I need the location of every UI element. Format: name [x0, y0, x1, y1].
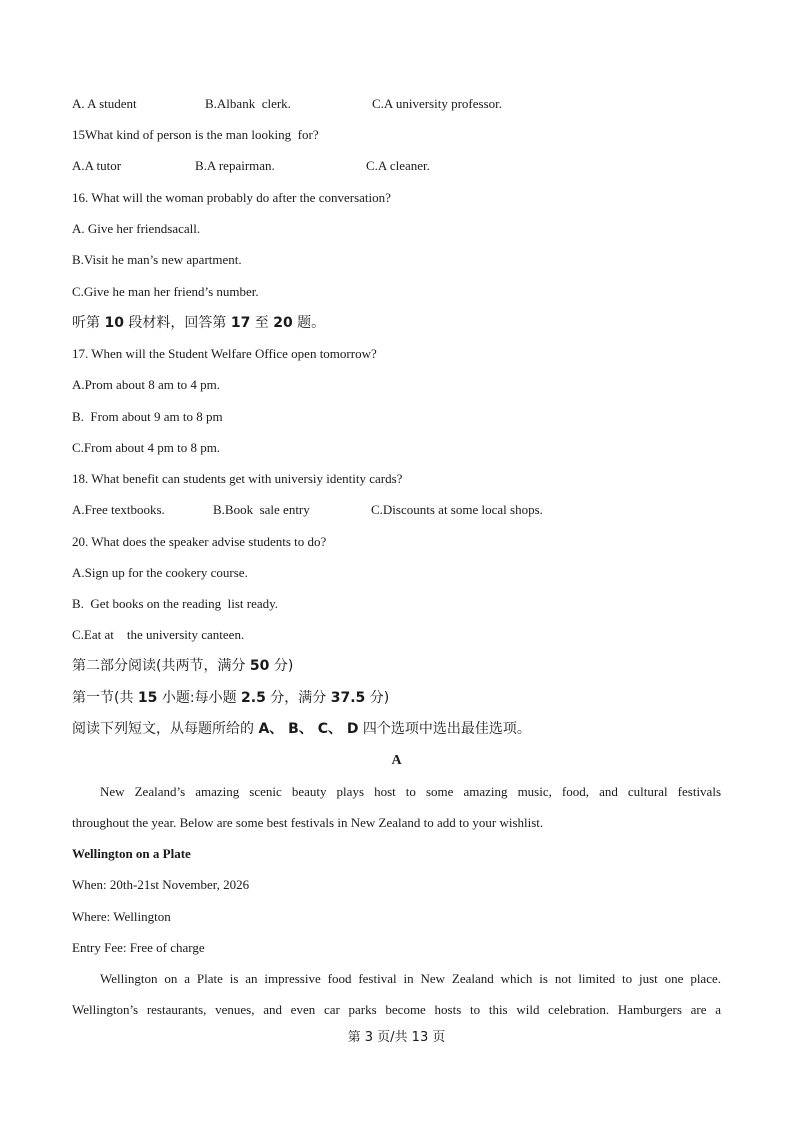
- option-b: B.A repairman.: [195, 158, 275, 173]
- option-c: C.A cleaner.: [366, 158, 430, 173]
- question-17-option-c: C.From about 4 pm to 8 pm.: [72, 440, 221, 455]
- passage-label: A: [391, 753, 402, 768]
- question-17-option-b: B. From about 9 am to 8 pm: [72, 409, 223, 424]
- question-16-option-c: C.Give he man her friend’s number.: [72, 284, 259, 299]
- question-20-option-a: A.Sign up for the cookery course.: [72, 565, 248, 580]
- instruction-text: 四个选项中选出最佳选项。: [358, 721, 531, 737]
- heading-text: 听第: [72, 315, 105, 331]
- heading-number: 20: [273, 315, 293, 331]
- festival-where: Where: Wellington: [72, 909, 171, 924]
- heading-text: 题。: [292, 315, 326, 331]
- heading-number: 17: [230, 315, 251, 331]
- option-b: B.Albank clerk.: [205, 96, 291, 111]
- section-1-heading: [72, 690, 389, 706]
- question-17-option-a: A.Prom about 8 am to 4 pm.: [72, 377, 221, 392]
- heading-number: 10: [104, 315, 124, 331]
- passage-intro-line-1: New Zealand’s amazing scenic beauty plays host to some amazing music, food, and cultural festivals: [100, 784, 721, 799]
- option-c: C.Discounts at some local shops.: [371, 502, 543, 517]
- heading-number: 15: [137, 690, 158, 706]
- heading-number: 37.5: [330, 690, 366, 706]
- heading-text: 段材料，回答第: [123, 315, 231, 331]
- reading-instructions: [72, 721, 531, 737]
- heading-text: 第一节(共: [72, 690, 138, 706]
- question-18: 18. What benefit can students get with universiy identity cards?: [72, 471, 403, 486]
- page-number-footer: 第 3 页/共 13 页: [347, 1030, 446, 1045]
- question-16-option-a: A. Give her friendsacall.: [72, 221, 201, 236]
- heading-text: 分): [269, 658, 294, 674]
- question-16-option-b: B.Visit he man’s new apartment.: [72, 252, 242, 267]
- option-a: A.Free textbooks.: [72, 502, 165, 517]
- option-a: A. A student: [72, 96, 137, 111]
- festival-title: Wellington on a Plate: [72, 846, 191, 861]
- option-a: A.A tutor: [72, 158, 122, 173]
- question-20-option-c: C.Eat at the university canteen.: [72, 627, 245, 642]
- festival-when: When: 20th-21st November, 2026: [72, 877, 250, 892]
- part-2-heading: [72, 658, 293, 674]
- festival-description-line-1: Wellington on a Plate is an impressive food festival in New Zealand which is not limited to just one place.: [100, 971, 721, 986]
- heading-number: 50: [249, 658, 270, 674]
- festival-entry-fee: Entry Fee: Free of charge: [72, 940, 205, 955]
- section-10-heading: [72, 315, 325, 331]
- question-20-option-b: B. Get books on the reading list ready.: [72, 596, 279, 611]
- heading-text: 第二部分阅读(共两节，满分: [72, 658, 250, 674]
- question-17: 17. When will the Student Welfare Office open tomorrow?: [72, 346, 377, 361]
- heading-text: 至: [250, 315, 274, 331]
- heading-text: 分): [365, 690, 390, 706]
- option-b: B.Book sale entry: [213, 502, 310, 517]
- question-15: 15What kind of person is the man looking for?: [72, 127, 319, 142]
- option-letters: A、 B、 C、 D: [258, 721, 359, 737]
- heading-text: 分，满分: [265, 690, 331, 706]
- festival-description-line-2: Wellington’s restaurants, venues, and even car parks become hosts to this wild celebration. Hamburgers are a: [72, 1002, 721, 1017]
- question-16: 16. What will the woman probably do after the conversation?: [72, 190, 391, 205]
- question-20: 20. What does the speaker advise students to do?: [72, 534, 327, 549]
- heading-text: 小题:每小题: [157, 690, 242, 706]
- instruction-text: 阅读下列短文，从每题所给的: [72, 721, 259, 737]
- option-c: C.A university professor.: [372, 96, 502, 111]
- heading-number: 2.5: [241, 690, 266, 706]
- passage-intro-line-2: throughout the year. Below are some best festivals in New Zealand to add to your wishlist.: [72, 815, 544, 830]
